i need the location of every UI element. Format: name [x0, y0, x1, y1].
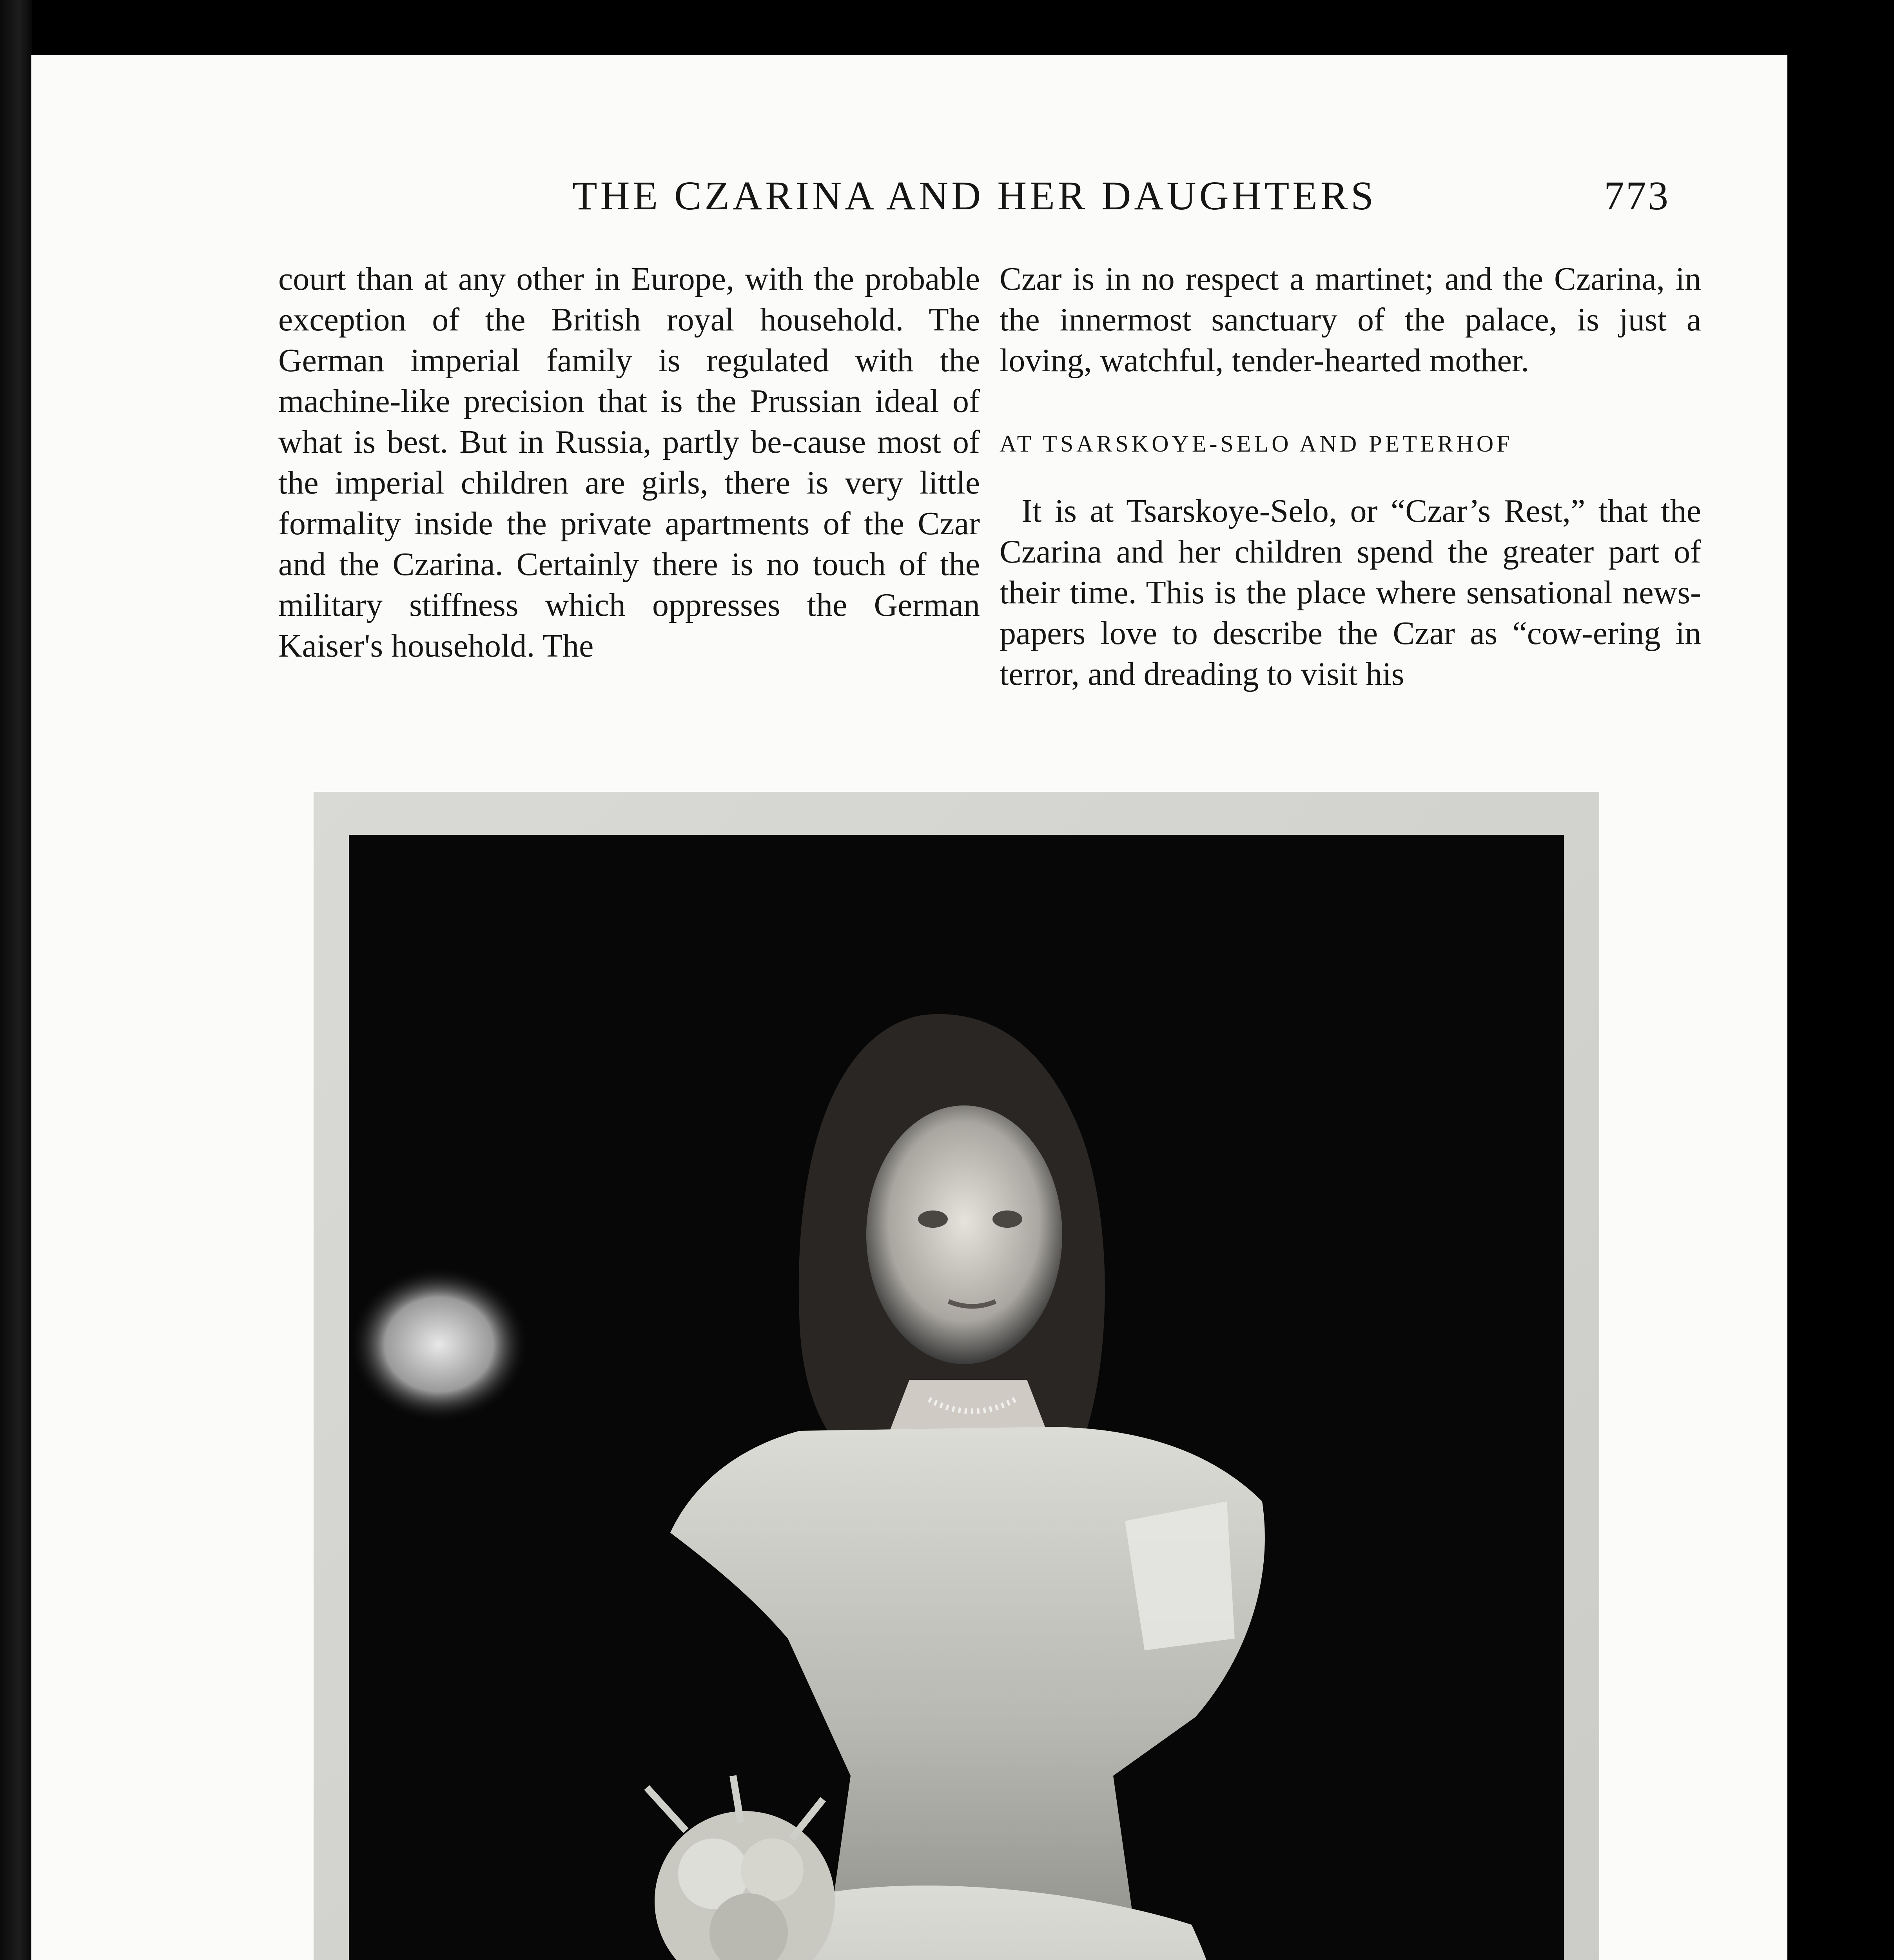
right-column-paragraph-1: Czar is in no respect a martinet; and the Czarina, in the innermost sanctuary of the palace, is just a loving, watchful, tender-hearted mother.	[1000, 261, 1701, 379]
left-text-column	[278, 259, 980, 666]
book-spine-shadow	[0, 0, 32, 1960]
section-heading: AT TSARSKOYE-SELO AND PETERHOF	[1000, 431, 1513, 457]
left-column-paragraph: court than at any other in Europe, with the probable exception of the British royal household. The German imperial family is regulated with the machine-like precision that is the Prussian ideal of what is best. But in Russia, partly be-cause most of the imperial children are girls, there is very little formality inside the private apartments of the Czar and the Czarina. Certainly there is no touch of the military stiffness which oppresses the German Kaiser's household. The	[278, 261, 980, 664]
portrait-photograph	[349, 835, 1564, 1960]
portrait-illustration	[349, 835, 1564, 1960]
running-title: THE CZARINA AND HER DAUGHTERS	[572, 173, 1377, 218]
page-header	[251, 172, 1670, 251]
right-column-paragraph-2: It is at Tsarskoye-Selo, or “Czar’s Rest,” that the Czarina and her children spend the greater part of their time. This is the place where sensational news-papers love to describe the Czar as “cow-ering in terror, and dreading to visit his	[1000, 493, 1701, 692]
right-text-column	[1000, 259, 1701, 695]
page-number: 773	[1604, 173, 1670, 218]
magazine-page	[31, 55, 1787, 1960]
